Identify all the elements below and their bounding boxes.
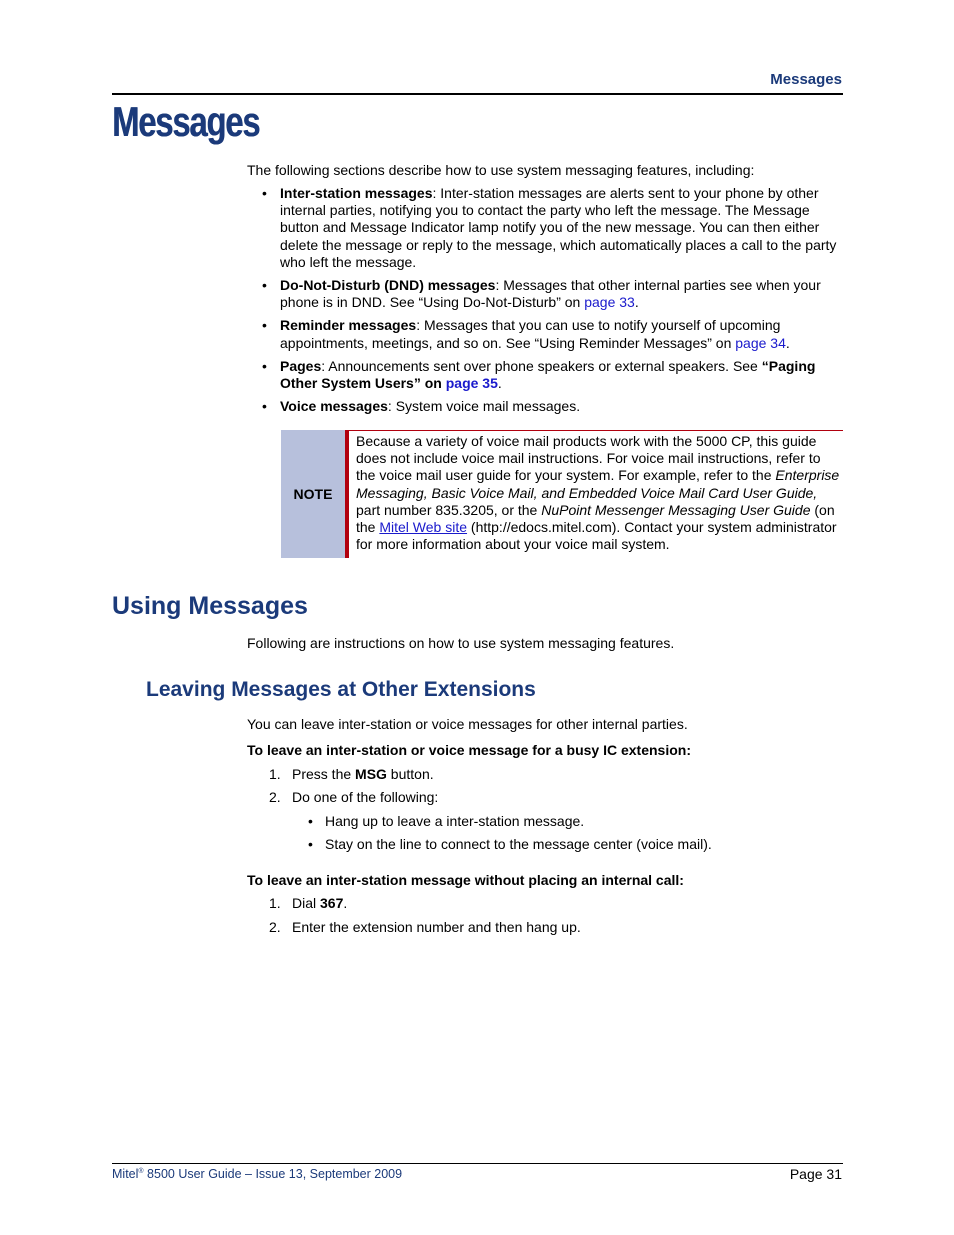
sub-list-item: • Stay on the line to connect to the message center (voice mail). xyxy=(308,836,712,852)
page-link[interactable]: page 33 xyxy=(584,294,635,311)
procedure-step: 2. Enter the extension number and then hang up. xyxy=(269,919,581,935)
bullet-end: . xyxy=(497,375,502,392)
footer-rule xyxy=(112,1163,843,1164)
bullet-text: : Inter-station messages are alerts sent to your phone by other internal parties, notifying you to contact the party who left the message. The Message button and Message Indicator lamp notify you of the new message. You can then either delete the message or reply to the message, which automatically places a call to the party who left the message. xyxy=(280,185,837,270)
section-intro: Following are instructions on how to use system messaging features. xyxy=(247,635,675,651)
bullet-term: Do-Not-Disturb (DND) messages xyxy=(280,277,496,294)
bullet-text: : Messages that other internal parties see when your phone is in DND. See “Using Do-Not-Disturb” on xyxy=(280,277,821,311)
bullet-text: : System voice mail messages. xyxy=(387,398,581,415)
subsection-heading-leaving-messages: Leaving Messages at Other Extensions xyxy=(146,678,536,701)
bullet-term: Voice messages xyxy=(280,398,388,415)
list-item xyxy=(262,358,842,392)
section-heading-using-messages: Using Messages xyxy=(112,592,308,620)
feature-list xyxy=(262,185,842,421)
page-link[interactable]: page 34 xyxy=(735,334,786,351)
list-item xyxy=(262,317,842,351)
note-box xyxy=(281,430,843,558)
bullet-term: Pages xyxy=(280,357,322,374)
bullet-text: : Announcements sent over phone speakers or external speakers. See xyxy=(321,357,762,374)
procedure-step: 1. Dial 367. xyxy=(269,895,348,911)
procedure-title: To leave an inter-station or voice message for a busy IC extension: xyxy=(247,742,691,758)
bullet-term: Inter-station messages xyxy=(280,185,433,201)
note-text: Because a variety of voice mail products work with the 5000 CP, this guide does not include voice mail instructions. For voice mail instructions, refer to the voice mail user guide for your system. For example, refer to the Enterprise Messaging, Basic Voice Mail, and Embedded Voice Mail Card User Guide, part number 835.3205, or the NuPoint Messenger Messaging User Guide (on the Mitel Web site (http://edocs.mitel.com). Contact your system administrator for more information about your voice mail system. xyxy=(356,433,840,553)
bullet-end: . xyxy=(785,334,790,351)
footer-document-title: Mitel® 8500 User Guide – Issue 13, September 2009 xyxy=(112,1167,403,1181)
bullet-term: Reminder messages xyxy=(280,317,417,334)
intro-paragraph: The following sections describe how to use system messaging features, including: xyxy=(247,162,755,178)
sub-list-item: • Hang up to leave a inter-station message. xyxy=(308,813,585,829)
running-header: Messages xyxy=(770,71,842,88)
mitel-web-site-link[interactable]: Mitel Web site xyxy=(379,519,468,536)
list-item xyxy=(262,398,842,415)
procedure-step: 2. Do one of the following: xyxy=(269,789,439,805)
note-accent-bar xyxy=(345,430,349,558)
page-title: Messages xyxy=(112,98,260,145)
bullet-ref: “Paging Other System Users” on xyxy=(280,357,816,392)
bullet-text: : Messages that you can use to notify yourself of upcoming appointments, meetings, and so on. See “Using Reminder Messages” on xyxy=(280,317,781,351)
list-item xyxy=(262,277,842,311)
note-label: NOTE xyxy=(281,430,345,558)
subsection-intro: You can leave inter-station or voice messages for other internal parties. xyxy=(247,716,688,732)
bullet-end: . xyxy=(634,294,639,311)
page-link[interactable]: page 35 xyxy=(445,375,498,392)
note-top-rule xyxy=(349,430,843,431)
header-rule xyxy=(112,93,843,95)
list-item xyxy=(262,185,842,271)
footer-page-number: Page 31 xyxy=(789,1166,842,1182)
procedure-step: 1. Press the MSG button. xyxy=(269,766,434,782)
procedure-title: To leave an inter-station message without placing an internal call: xyxy=(247,872,684,888)
